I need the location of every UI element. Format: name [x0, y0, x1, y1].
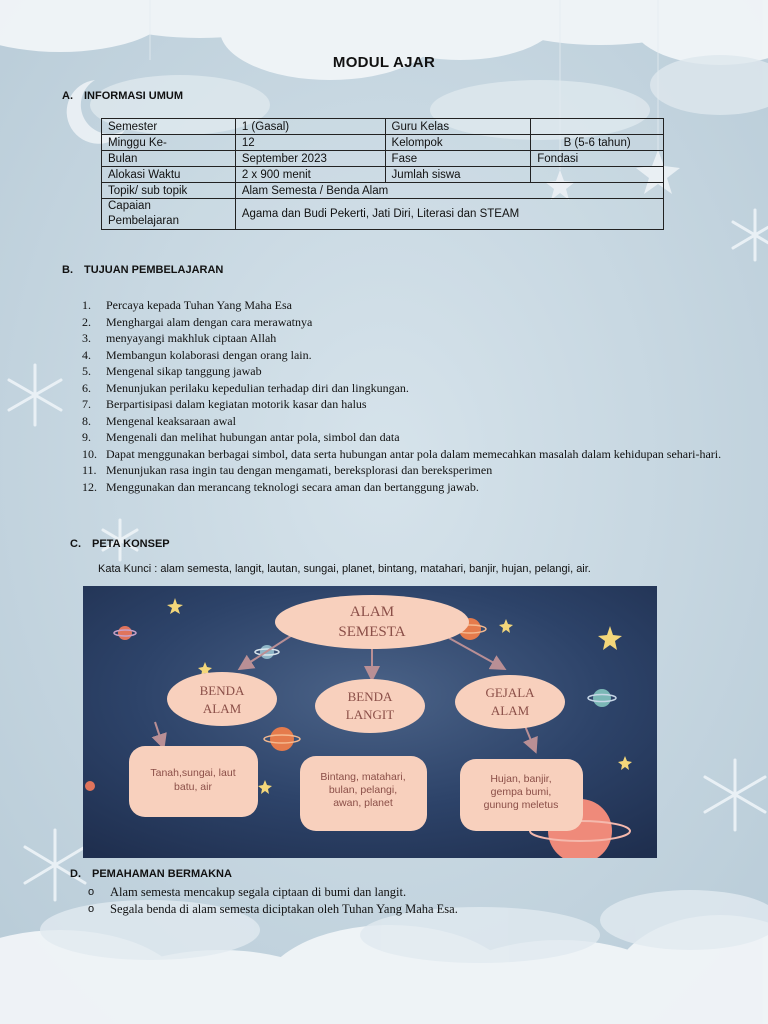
- item-text: Percaya kepada Tuhan Yang Maha Esa: [106, 298, 292, 312]
- list-item: [82, 314, 722, 331]
- table-row: [102, 167, 664, 183]
- item-text: Mengenali dan melihat hubungan antar pola, simbol dan data: [106, 430, 400, 444]
- node-label: BENDA: [199, 683, 245, 698]
- list-item: [82, 396, 722, 413]
- list-item: [82, 479, 722, 496]
- goals-list: [82, 297, 722, 495]
- table-row: [102, 135, 664, 151]
- table-cell: 12: [235, 135, 385, 151]
- detail-text: Bintang, matahari,: [320, 771, 406, 783]
- table-cell: 2 x 900 menit: [235, 167, 385, 183]
- list-item: [82, 297, 722, 314]
- item-text: Mengenal keaksaraan awal: [106, 413, 236, 428]
- table-cell: B (5-6 tahun): [531, 135, 664, 151]
- understanding-list: [88, 884, 458, 918]
- table-cell: Alokasi Waktu: [102, 167, 236, 183]
- item-number: 7.: [82, 397, 91, 411]
- item-number: 10.: [82, 446, 97, 461]
- bullet-icon: o: [88, 886, 95, 898]
- item-text: Berpartisipasi dalam kegiatan motorik kasar dan halus: [106, 397, 367, 411]
- list-item: [82, 446, 722, 463]
- table-cell: Guru Kelas: [385, 119, 531, 135]
- section-title: TUJUAN PEMBELAJARAN: [84, 264, 224, 276]
- detail-text: Hujan, banjir,: [490, 773, 552, 785]
- concept-map: [83, 586, 657, 858]
- bullet-icon: o: [88, 903, 95, 915]
- item-number: 4.: [82, 347, 91, 362]
- detail-text: batu, air: [174, 781, 212, 793]
- section-title: PEMAHAMAN BERMAKNA: [92, 868, 232, 880]
- table-cell: 1 (Gasal): [235, 119, 385, 135]
- item-number: 3.: [82, 331, 91, 345]
- root-node-label: SEMESTA: [338, 624, 406, 640]
- item-text: Mengenal sikap tanggung jawab: [106, 364, 262, 378]
- detail-text: bulan, pelangi,: [328, 784, 398, 796]
- node-gejala-alam: [455, 675, 565, 729]
- item-text: Menunjukan perilaku kepedulian terhadap diri dan lingkungan.: [106, 380, 409, 395]
- section-title: INFORMASI UMUM: [84, 90, 183, 102]
- root-node-label: ALAM: [349, 604, 395, 620]
- item-number: 2.: [82, 314, 91, 329]
- node-label: LANGIT: [345, 707, 395, 722]
- table-cell: Jumlah siswa: [385, 167, 531, 183]
- node-benda-alam: [167, 672, 277, 726]
- detail-text: gunung meletus: [483, 799, 559, 811]
- node-label: GEJALA: [485, 685, 535, 700]
- list-item: [82, 380, 722, 397]
- node-benda-langit: [315, 679, 425, 733]
- item-text: Membangun kolaborasi dengan orang lain.: [106, 347, 312, 362]
- node-label: ALAM: [490, 703, 530, 718]
- table-row: [102, 151, 664, 167]
- list-item: [82, 413, 722, 430]
- table-cell: Bulan: [102, 151, 236, 167]
- section-number: A.: [62, 90, 73, 102]
- item-number: 6.: [82, 380, 91, 395]
- item-number: 5.: [82, 364, 91, 378]
- section-d-heading: [70, 868, 232, 880]
- item-text: Menghargai alam dengan cara merawatnya: [106, 314, 313, 329]
- detail-text: Tanah,sungai, laut: [150, 767, 236, 779]
- info-table: [101, 118, 664, 230]
- section-title: PETA KONSEP: [92, 538, 170, 550]
- table-cell: Fondasi: [531, 151, 664, 167]
- list-item: [82, 462, 722, 479]
- table-row: [102, 183, 664, 199]
- item-number: 9.: [82, 430, 91, 444]
- section-a-heading: [62, 90, 183, 102]
- detail-text: awan, planet: [333, 797, 393, 809]
- detail-text: gempa bumi,: [490, 786, 552, 798]
- list-item: [82, 330, 722, 347]
- section-c-heading: [70, 538, 170, 550]
- section-b-heading: [62, 264, 223, 276]
- item-text: menyayangi makhluk ciptaan Allah: [106, 331, 277, 345]
- item-text: Alam semesta mencakup segala ciptaan di bumi dan langit.: [110, 885, 407, 899]
- keywords-line: Kata Kunci : alam semesta, langit, lautan, sungai, planet, bintang, matahari, banjir, hujan, pelangi, air.: [98, 563, 591, 575]
- item-number: 8.: [82, 413, 91, 428]
- table-cell: Minggu Ke-: [102, 135, 236, 151]
- table-cell: [102, 199, 236, 230]
- table-row: [102, 119, 664, 135]
- item-text: Menunjukan rasa ingin tau dengan mengamati, bereksplorasi dan bereksperimen: [106, 463, 493, 477]
- planet-icon: [85, 781, 95, 791]
- table-cell: Semester: [102, 119, 236, 135]
- page-title: MODUL AJAR: [332, 54, 436, 71]
- table-cell: Agama dan Budi Pekerti, Jati Diri, Literasi dan STEAM: [235, 199, 663, 230]
- table-row: [102, 199, 664, 230]
- table-cell: [531, 119, 664, 135]
- item-text: Dapat menggunakan berbagai simbol, data serta hubungan antar pola dalam memecahkan masalah dalam kehidupan sehari-hari.: [106, 446, 722, 461]
- table-cell: Kelompok: [385, 135, 531, 151]
- table-cell: September 2023: [235, 151, 385, 167]
- item-text: Segala benda di alam semesta diciptakan oleh Tuhan Yang Maha Esa.: [110, 902, 458, 916]
- section-number: C.: [70, 538, 81, 550]
- list-item: [82, 429, 722, 446]
- cell-line: Pembelajaran: [108, 215, 179, 227]
- table-cell: [531, 167, 664, 183]
- list-item: [82, 347, 722, 364]
- table-cell: Topik/ sub topik: [102, 183, 236, 199]
- item-number: 12.: [82, 479, 97, 494]
- node-label: BENDA: [347, 689, 393, 704]
- item-number: 11.: [82, 463, 97, 477]
- table-cell: Fase: [385, 151, 531, 167]
- table-cell: Alam Semesta / Benda Alam: [235, 183, 663, 199]
- section-number: B.: [62, 264, 73, 276]
- list-item: [88, 884, 458, 901]
- section-number: D.: [70, 868, 81, 880]
- node-label: ALAM: [202, 701, 242, 716]
- cell-line: Capaian: [108, 200, 151, 212]
- list-item: [82, 363, 722, 380]
- list-item: [88, 901, 458, 918]
- item-number: 1.: [82, 298, 91, 312]
- item-text: Menggunakan dan merancang teknologi secara aman dan bertanggung jawab.: [106, 479, 479, 494]
